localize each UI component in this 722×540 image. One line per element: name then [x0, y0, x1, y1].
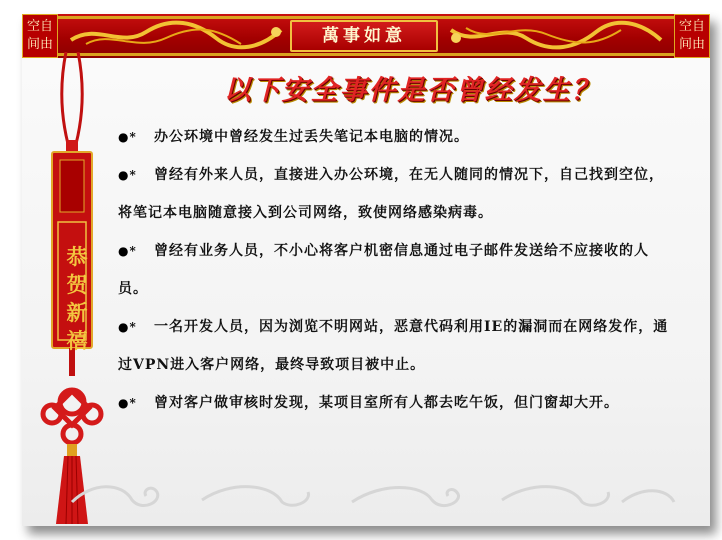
plaque-char-3: 新	[66, 300, 88, 325]
slide	[22, 14, 710, 526]
plaque-char-4: 禧	[66, 328, 88, 353]
banner-title: 萬事如意	[290, 20, 438, 52]
right-corner-line1: 空自	[678, 19, 705, 34]
cloud-pattern-decoration	[62, 472, 682, 512]
top-banner	[22, 14, 710, 58]
bullet-icon: ●*	[118, 168, 137, 182]
list-item	[118, 232, 674, 308]
list-item-text: 一名开发人员，因为浏览不明网站，恶意代码利用IE的漏洞而在网络发作，通过VPN进入客户网络，最终导致项目被中止。	[118, 319, 669, 373]
left-corner-line2: 间由	[26, 37, 53, 52]
list-item-text: 办公环境中曾经发生过丢失笔记本电脑的情况。	[154, 129, 469, 145]
plaque-char-2: 贺	[66, 272, 88, 297]
plaque-greeting	[63, 243, 91, 355]
list-item	[118, 156, 674, 232]
bullet-icon: ●*	[118, 130, 137, 144]
list-item	[118, 384, 674, 422]
list-item-text: 曾对客户做审核时发现，某项目室所有人都去吃午饭，但门窗却大开。	[154, 395, 619, 411]
list-item-text: 曾经有外来人员，直接进入办公环境，在无人随同的情况下，自己找到空位，将笔记本电脑随意接入到公司网络，致使网络感染病毒。	[118, 167, 664, 221]
list-item	[118, 308, 674, 384]
bullet-icon: ●*	[118, 320, 137, 334]
incident-list	[118, 118, 674, 422]
list-item	[118, 118, 674, 156]
left-dragon-icon	[66, 18, 286, 54]
right-dragon-icon	[446, 18, 666, 54]
plaque-char-1: 恭	[66, 244, 88, 269]
left-corner-line1: 空自	[26, 19, 53, 34]
bullet-icon: ●*	[118, 244, 137, 258]
bullet-icon: ●*	[118, 396, 137, 410]
page-heading: 以下安全事件是否曾经发生？	[223, 75, 601, 106]
list-item-text: 曾经有业务人员，不小心将客户机密信息通过电子邮件发送给不应接收的人员。	[118, 243, 649, 297]
right-corner-line2: 间由	[678, 37, 705, 52]
right-corner-label	[674, 14, 710, 58]
